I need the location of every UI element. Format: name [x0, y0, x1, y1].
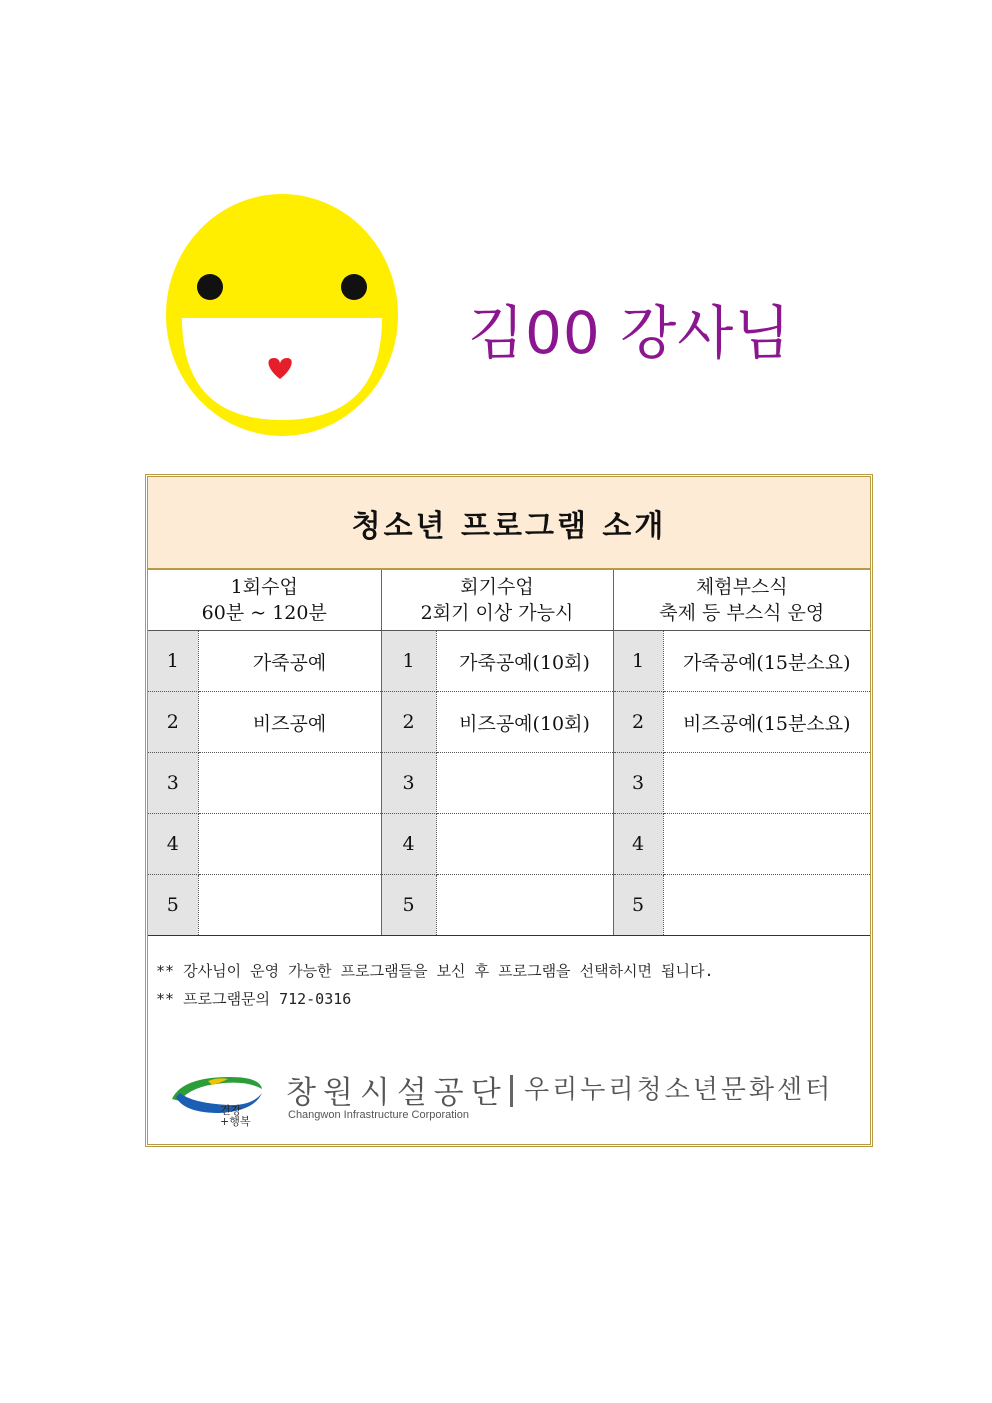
- program-cell: [436, 814, 613, 875]
- organization-logo: [168, 1069, 858, 1139]
- program-cell: 비즈공예(10회): [436, 692, 613, 753]
- table-row: [148, 692, 870, 753]
- program-cell: [198, 753, 381, 814]
- organization-name-en: Changwon Infrastructure Corporation: [288, 1109, 469, 1121]
- table-header-row: [148, 570, 870, 631]
- row-number: 1: [148, 631, 198, 692]
- table-row: [148, 814, 870, 875]
- slogan: [220, 1105, 250, 1127]
- program-cell: 비즈공예: [198, 692, 381, 753]
- swoosh-logo-icon: [168, 1069, 268, 1128]
- program-cell: 가죽공예: [198, 631, 381, 692]
- column-header-sub: 2회기 이상 가능시: [420, 602, 574, 624]
- row-number: 2: [613, 692, 663, 753]
- row-number: 1: [613, 631, 663, 692]
- note-line: ** 프로그램문의 712-0316: [156, 990, 352, 1008]
- program-cell: 가죽공예(10회): [436, 631, 613, 692]
- program-cell: [663, 814, 870, 875]
- instructor-name: 김00 강사님: [468, 299, 792, 367]
- table-row: [148, 753, 870, 814]
- program-cell: [663, 875, 870, 936]
- row-number: 1: [381, 631, 436, 692]
- program-cell: [436, 753, 613, 814]
- row-number: 3: [148, 753, 198, 814]
- row-number: 2: [148, 692, 198, 753]
- organization-name: 창원시설공단: [286, 1075, 508, 1111]
- page-title: 청소년 프로그램 소개: [351, 508, 667, 544]
- table-row: [148, 631, 870, 692]
- notes: [156, 957, 714, 1013]
- column-header-title: 1회수업: [230, 576, 298, 598]
- program-cell: [663, 753, 870, 814]
- column-header-title: 체험부스식: [695, 576, 788, 598]
- row-number: 4: [148, 814, 198, 875]
- logo-divider: [510, 1075, 513, 1107]
- row-number: 2: [381, 692, 436, 753]
- table-row: [148, 875, 870, 936]
- row-number: 5: [148, 875, 198, 936]
- row-number: 3: [381, 753, 436, 814]
- row-number: 3: [613, 753, 663, 814]
- column-header-single: [148, 570, 381, 631]
- slogan-line: +행복: [220, 1115, 251, 1128]
- column-header-sub: 축제 등 부스식 운영: [659, 602, 825, 624]
- column-header-session: [381, 570, 613, 631]
- row-number: 4: [613, 814, 663, 875]
- program-table: [148, 570, 870, 936]
- program-cell: [198, 875, 381, 936]
- row-number: 5: [613, 875, 663, 936]
- program-cell: 가죽공예(15분소요): [663, 631, 870, 692]
- program-cell: 비즈공예(15분소요): [663, 692, 870, 753]
- title-band: [148, 477, 870, 570]
- column-header-title: 회기수업: [460, 576, 534, 598]
- program-cell: [436, 875, 613, 936]
- column-header-sub: 60분 ~ 120분: [201, 602, 327, 624]
- center-name: 우리누리청소년문화센터: [524, 1075, 834, 1105]
- note-line: ** 강사님이 운영 가능한 프로그램들을 보신 후 프로그램을 선택하시면 됩니다.: [156, 962, 714, 980]
- row-number: 5: [381, 875, 436, 936]
- program-frame: [145, 474, 873, 1147]
- smiley-face-image: [164, 192, 400, 438]
- slogan-line: 건강: [220, 1104, 242, 1117]
- row-number: 4: [381, 814, 436, 875]
- column-header-booth: [613, 570, 870, 631]
- program-cell: [198, 814, 381, 875]
